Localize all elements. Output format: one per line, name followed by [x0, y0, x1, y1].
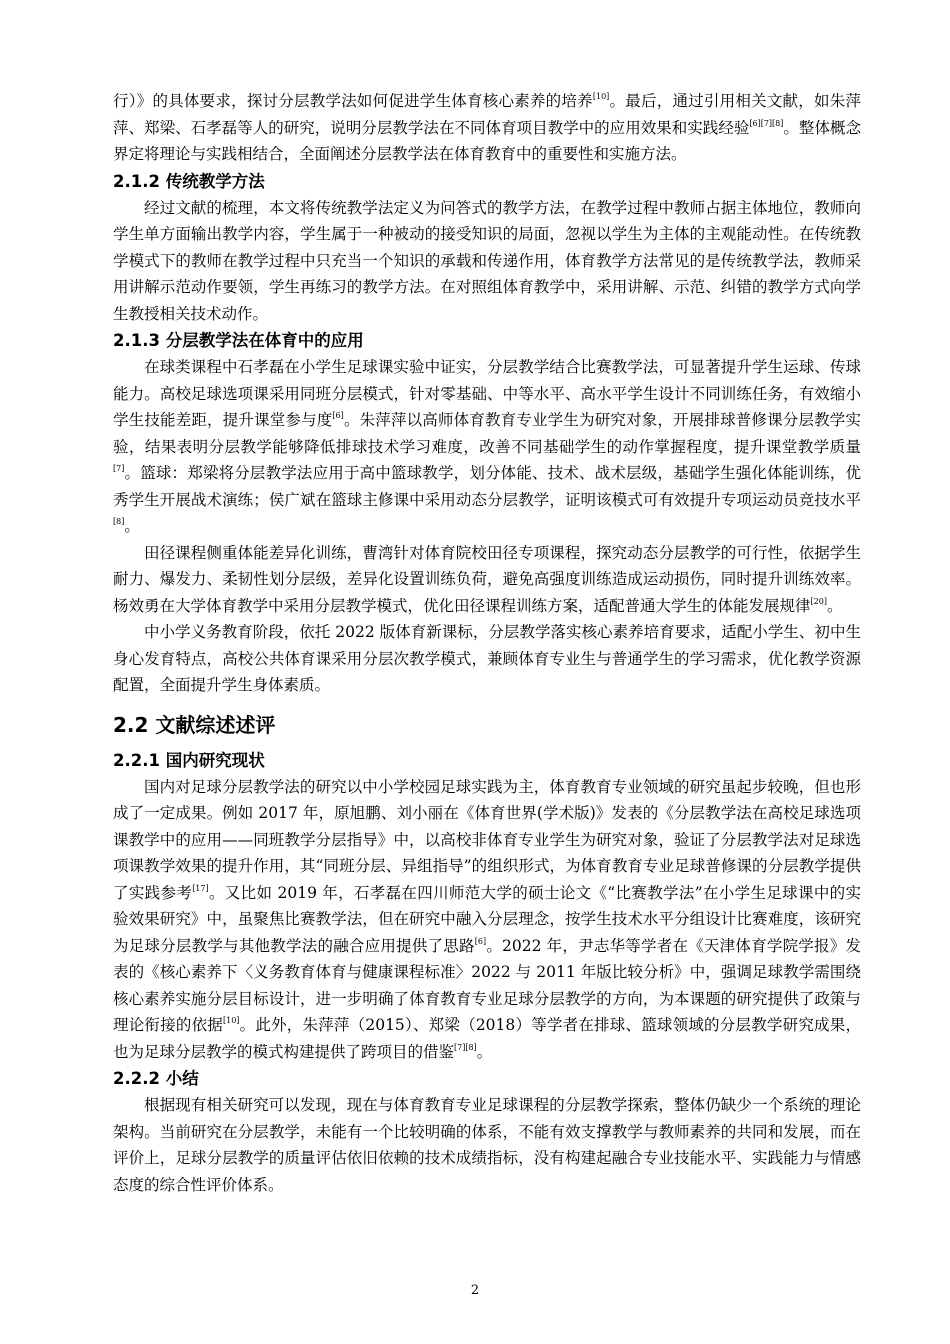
paragraph-domestic-research: [113, 774, 861, 1066]
citation: [6]: [332, 411, 344, 420]
heading-2-1-2: 2.1.2 传统教学方法: [113, 171, 265, 191]
text-run: 。篮球：郑梁将分层教学法应用于高中篮球教学，划分体能、技术、战术层级，基础学生强化体能训练，优秀学生开展战术演练；侯广斌在篮球主修课中采用动态分层教学，证明该模式可有效提升专项运动员竞技水平: [113, 464, 861, 509]
citation: [17]: [192, 883, 209, 893]
paragraph-ball-courses: [113, 354, 861, 540]
text-run: 。整体概念界定将理论与实践相结合，全面阐述分层教学法在体育教育中的重要性和实施方法。: [113, 118, 861, 163]
text-run: 。: [124, 517, 140, 535]
citation: [8]: [113, 517, 125, 526]
paragraph-compulsory-education: 中小学义务教育阶段，依托 2022 版体育新课标，分层教学落实核心素养培育要求，适配小学生、初中生身心发育特点，高校公共体育课采用分层次教学模式，兼顾体育专业生与普通学生的学习需求，优化教学资源配置，全面提升学生身体素质。: [113, 623, 861, 694]
paragraph-summary: 根据现有相关研究可以发现，现在与体育教育专业足球课程的分层教学探索，整体仍缺少一个系统的理论架构。当前研究在分层教学，未能有一个比较明确的体系，不能有效支撑教学与教师素养的共同和发展，而在评价上，足球分层教学的质量评估依旧依赖的技术成绩指标，没有构建起融合专业技能水平、实践能力与情感态度的综合性评价体系。: [113, 1096, 861, 1194]
text-run: 。朱萍萍以高师体育教育专业学生为研究对象，开展排球普修课分层教学实验，结果表明分层教学能够降低排球技术学习难度，改善不同基础学生的动作掌握程度，提升课堂教学质量: [113, 411, 861, 456]
text-run: 。2022 年，尹志华等学者在《天津体育学院学报》发表的《核心素养下〈义务教育体育与健康课程标准〉2022 与 2011 年版比较分析》中，强调足球教学需围绕核心素养实施分层目标设计，进一步明确了体育教育专业足球分层教学的方向，为本课题的研究提供了政策与理论衔接的依据: [113, 936, 861, 1034]
citation: [20]: [810, 596, 827, 606]
text-run: 。最后，通过引用相关文献，如朱萍萍、郑梁、石孝磊等人的研究，说明分层教学法在不同体育项目教学中的应用效果和实践经验: [113, 92, 861, 137]
text-run: 田径课程侧重体能差异化训练，曹湾针对体育院校田径专项课程，探究动态分层教学的可行性，依据学生耐力、爆发力、柔韧性划分层级，差异化设置训练负荷，避免高强度训练造成运动损伤，同时提升训练效率。杨效勇在大学体育教学中采用分层教学模式，优化田径课程训练方案，适配普通大学生的体能发展规律: [113, 543, 861, 615]
page-number: 2: [470, 1283, 480, 1298]
citation: [10]: [592, 92, 610, 101]
heading-2-1-3: 2.1.3 分层教学法在体育中的应用: [113, 331, 364, 350]
citation: [7]: [113, 464, 125, 473]
paragraph-concept-summary: [113, 88, 861, 168]
citation: [6]: [474, 936, 487, 946]
citation: [7][8]: [454, 1042, 477, 1052]
text-run: 。此外，朱萍萍（2015）、郑梁（2018）等学者在排球、篮球领域的分层教学研究成果，也为足球分层教学的模式构建提供了跨项目的借鉴: [113, 1016, 861, 1061]
document-page: [113, 88, 861, 1198]
paragraph-traditional-method: 经过文献的梳理，本文将传统教学法定义为问答式的教学方法，在教学过程中教师占据主体地位，教师向学生单方面输出教学内容，学生属于一种被动的接受知识的局面，忽视以学生为主体的主观能动性。在传统教学模式下的教师在教学过程中只充当一个知识的承载和传递作用，体育教学方法常见的是传统教学法，教师采用讲解示范动作要领，学生再练习的教学方法。在对照组体育教学中，采用讲解、示范、纠错的教学方式向学生教授相关技术动作。: [113, 198, 861, 323]
text-run: 。: [826, 596, 843, 615]
text-run: 在球类课程中石孝磊在小学生足球课实验中证实，分层教学结合比赛教学法，可显著提升学生运球、传球能力。高校足球选项课采用同班分层模式，针对零基础、中等水平、高水平学生设计不同训练任务，有效缩小学生技能差距，提升课堂参与度: [113, 358, 861, 429]
citation: [10]: [223, 1016, 240, 1025]
text-run: 。又比如 2019 年，石孝磊在四川师范大学的硕士论文《“比赛教学法”在小学生足球课中的实验效果研究》中，虽聚焦比赛教学法，但在研究中融入分层理念，按学生技术水平分组设计比赛难度，该研究为足球分层教学与其他教学法的融合应用提供了思路: [113, 883, 861, 955]
text-run: 。: [476, 1042, 493, 1061]
heading-2-2-2: 2.2.2 小结: [113, 1069, 199, 1088]
text-run: 行）》的具体要求，探讨分层教学法如何促进学生体育核心素养的培养: [113, 92, 593, 110]
heading-2-2-1: 2.2.1 国内研究现状: [113, 750, 265, 770]
paragraph-track-courses: [113, 540, 861, 620]
text-run: 国内对足球分层教学法的研究以中小学校园足球实践为主，体育教育专业领域的研究虽起步较晚，但也形成了一定成果。例如 2017 年，原旭鹏、刘小丽在《体育世界(学术版)》发表的《分层教学法在高校足球选项课教学中的应用——同班教学分层指导》中，以高校非体育专业学生为研究对象，验证了分层教学法对足球选项课教学效果的提升作用，其“同班分层、异组指导”的组织形式，为体育教育专业足球普修课的分层教学提供了实践参考: [113, 777, 861, 902]
citation: [6][7][8]: [749, 118, 784, 128]
heading-2-2: 2.2 文献综述述评: [113, 712, 276, 737]
